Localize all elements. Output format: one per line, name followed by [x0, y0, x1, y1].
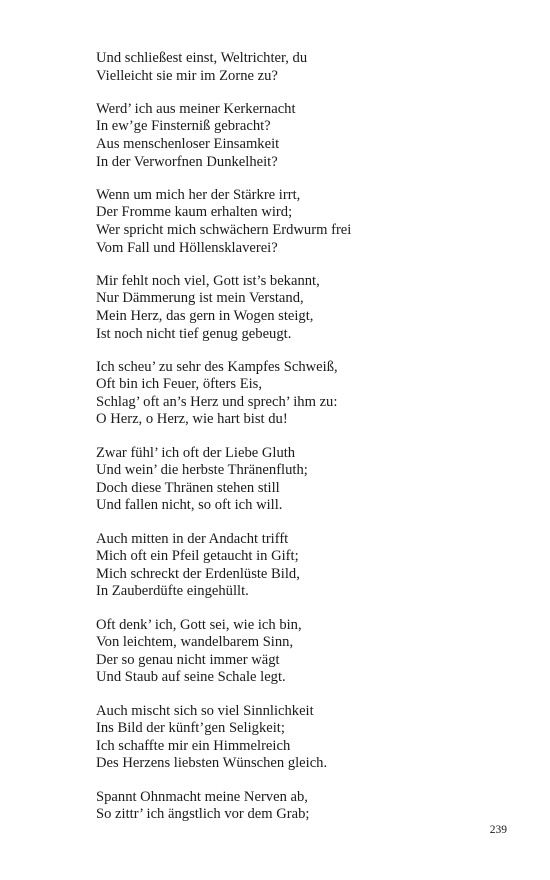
poem-line: Und schließest einst, Weltrichter, du	[96, 50, 308, 66]
poem-line: Mir fehlt noch viel, Gott ist’s bekannt,	[96, 272, 320, 289]
poem-line: Von leichtem, wandelbarem Sinn,	[96, 634, 294, 651]
poem-line: Auch mischt sich so viel Sinnlichkeit	[96, 702, 314, 719]
poem-line: So zittr’ ich ängstlich vor dem Grab;	[96, 806, 310, 823]
stanza	[96, 359, 516, 429]
stanza	[96, 531, 516, 601]
poem-line: Vom Fall und Höllensklaverei?	[96, 239, 278, 256]
stanza	[96, 617, 516, 687]
poem-line: Ist noch nicht tief genug gebeugt.	[96, 325, 292, 342]
stanza	[96, 273, 516, 343]
poem-line: Und fallen nicht, so oft ich will.	[96, 497, 283, 514]
poem-line: In Zauberdüfte eingehüllt.	[96, 583, 249, 600]
poem-line: Ich schaffte mir ein Himmelreich	[96, 737, 291, 754]
poem-line: Vielleicht sie mir im Zorne zu?	[96, 67, 278, 84]
poem-line: Nur Dämmerung ist mein Verstand,	[96, 290, 304, 307]
poem-line: In ew’ge Finsterniß gebracht?	[96, 118, 271, 135]
poem-line: Spannt Ohnmacht meine Nerven ab,	[96, 788, 308, 805]
stanza	[96, 789, 516, 824]
page-number: 239	[489, 824, 507, 836]
poem-line: Wer spricht mich schwächern Erdwurm frei	[96, 221, 352, 238]
poem-line: Aus menschenloser Einsamkeit	[96, 135, 280, 152]
poem-line: Oft denk’ ich, Gott sei, wie ich bin,	[96, 616, 302, 633]
poem-line: Mich oft ein Pfeil getaucht in Gift;	[96, 548, 299, 565]
poem-line: Zwar fühl’ ich oft der Liebe Gluth	[96, 444, 296, 461]
stanza	[96, 50, 516, 85]
stanza	[96, 101, 516, 171]
poem-line: Doch diese Thränen stehen still	[96, 479, 280, 496]
poem-line: Ich scheu’ zu sehr des Kampfes Schweiß,	[96, 358, 338, 375]
stanza	[96, 445, 516, 515]
poem-line: Mich schreckt der Erdenlüste Bild,	[96, 565, 300, 582]
poem-line: Und wein’ die herbste Thränenfluth;	[96, 462, 308, 479]
poem-line: Auch mitten in der Andacht trifft	[96, 530, 289, 547]
poem-line: O Herz, o Herz, wie hart bist du!	[96, 411, 288, 428]
poem-line: Mein Herz, das gern in Wogen steigt,	[96, 307, 314, 324]
poem-line: In der Verworfnen Dunkelheit?	[96, 153, 278, 170]
poem-line: Und Staub auf seine Schale legt.	[96, 669, 286, 686]
poem-line: Der so genau nicht immer wägt	[96, 651, 280, 668]
poem-line: Werd’ ich aus meiner Kerkernacht	[96, 100, 296, 117]
stanza	[96, 187, 516, 257]
poem-line: Oft bin ich Feuer, öfters Eis,	[96, 376, 262, 393]
stanza	[96, 703, 516, 773]
poem-text	[96, 50, 516, 839]
poem-line: Des Herzens liebsten Wünschen gleich.	[96, 755, 328, 772]
poem-line: Schlag’ oft an’s Herz und sprech’ ihm zu:	[96, 393, 338, 410]
poem-line: Ins Bild der künft’gen Seligkeit;	[96, 720, 285, 737]
poem-line: Der Fromme kaum erhalten wird;	[96, 204, 293, 221]
poem-line: Wenn um mich her der Stärkre irrt,	[96, 186, 301, 203]
